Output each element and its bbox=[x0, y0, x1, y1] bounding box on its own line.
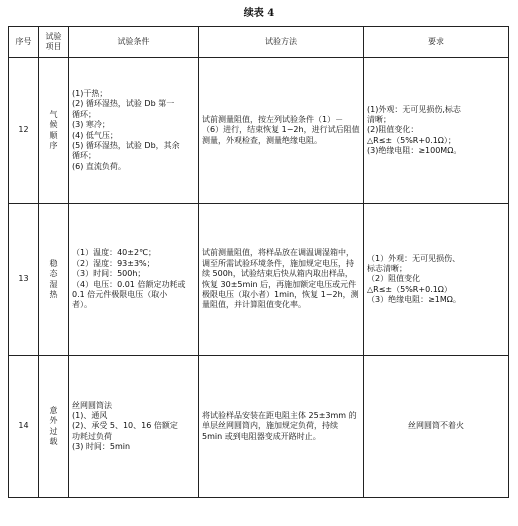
test-item-char: 气 bbox=[49, 109, 58, 119]
requirements-cell: (1)外观：无可见损伤,标志 清晰； (2)阻值变化： △R≤±（5%R+0.1Ω）； (3)绝缘电阻：≥100MΩ。 bbox=[364, 58, 509, 204]
header-test-conditions: 试验条件 bbox=[69, 27, 199, 58]
test-item-char: 候 bbox=[49, 120, 58, 130]
table-row bbox=[9, 204, 509, 356]
row-number: 14 bbox=[9, 356, 39, 498]
table-caption: 续表 4 bbox=[243, 8, 275, 19]
test-item-char: 态 bbox=[49, 269, 58, 279]
test-item-char: 外 bbox=[49, 416, 58, 426]
row-number: 12 bbox=[9, 58, 39, 204]
requirements-cell: （1）外观：无可见损伤、 标志清晰； （2）阻值变化 △R≤±（5%R+0.1Ω） （3）绝缘电阻：≥1MΩ。 bbox=[364, 204, 509, 356]
test-conditions-cell: (1)干热； (2) 循环湿热，试验 Db 第一 循环； (3) 寒冷； (4) 低气压； (5) 循环湿热，试验 Db，其余 循环； (6) 直流负荷。 bbox=[69, 58, 199, 204]
test-item-char: 顺 bbox=[49, 130, 58, 140]
test-method-cell: 试前测量阻值，将样品放在调温调湿箱中，调至所需试验环境条件，施加规定电压，持续 500h，试验结束后快从箱内取出样品，恢复 30±5min 后，再施加额定电压或元件极限电压（取小者）1min，恢复 1−2h，测量阻值，并计算阻值变化率。 bbox=[199, 204, 364, 356]
table-row bbox=[9, 356, 509, 498]
test-conditions-cell: （1）温度：40±2℃； （2）湿度：93±3%； （3）时间：500h； （4）电压：0.01 倍额定功耗或 0.1 倍元件极限电压（取小 者）。 bbox=[69, 204, 199, 356]
table-header-row bbox=[9, 27, 509, 58]
test-item-char: 过 bbox=[49, 426, 58, 436]
test-item-char: 稳 bbox=[49, 258, 58, 268]
table-row bbox=[9, 58, 509, 204]
header-number: 序号 bbox=[9, 27, 39, 58]
test-item-cell bbox=[39, 356, 69, 498]
header-test-item: 试验 项目 bbox=[39, 27, 69, 58]
requirements-cell: 丝网圆筒不着火 bbox=[364, 356, 509, 498]
test-method-cell: 试前测量阻值，按左列试验条件（1）－（6）进行，结束恢复 1−2h，进行试后阻值测量，外观检查，测量绝缘电阻。 bbox=[199, 58, 364, 204]
test-method-cell: 将试验样品安装在距电阻主体 25±3mm 的单层丝网圆筒内，施加规定负荷，持续 5min 或到电阻器变成开路时止。 bbox=[199, 356, 364, 498]
test-item-cell bbox=[39, 58, 69, 204]
test-item-cell bbox=[39, 204, 69, 356]
test-item-char: 序 bbox=[49, 140, 58, 150]
test-item-char: 热 bbox=[49, 289, 58, 299]
test-conditions-cell: 丝网圆筒法 (1)、通风 (2)、承受 5、10、16 倍额定 功耗过负荷 (3) 时间：5min bbox=[69, 356, 199, 498]
row-number: 13 bbox=[9, 204, 39, 356]
header-requirements: 要求 bbox=[364, 27, 509, 58]
test-item-char: 意 bbox=[49, 405, 58, 415]
test-item-char: 载 bbox=[49, 436, 58, 446]
test-item-char: 湿 bbox=[49, 279, 58, 289]
header-test-method: 试验方法 bbox=[199, 27, 364, 58]
test-specification-table bbox=[8, 26, 509, 498]
